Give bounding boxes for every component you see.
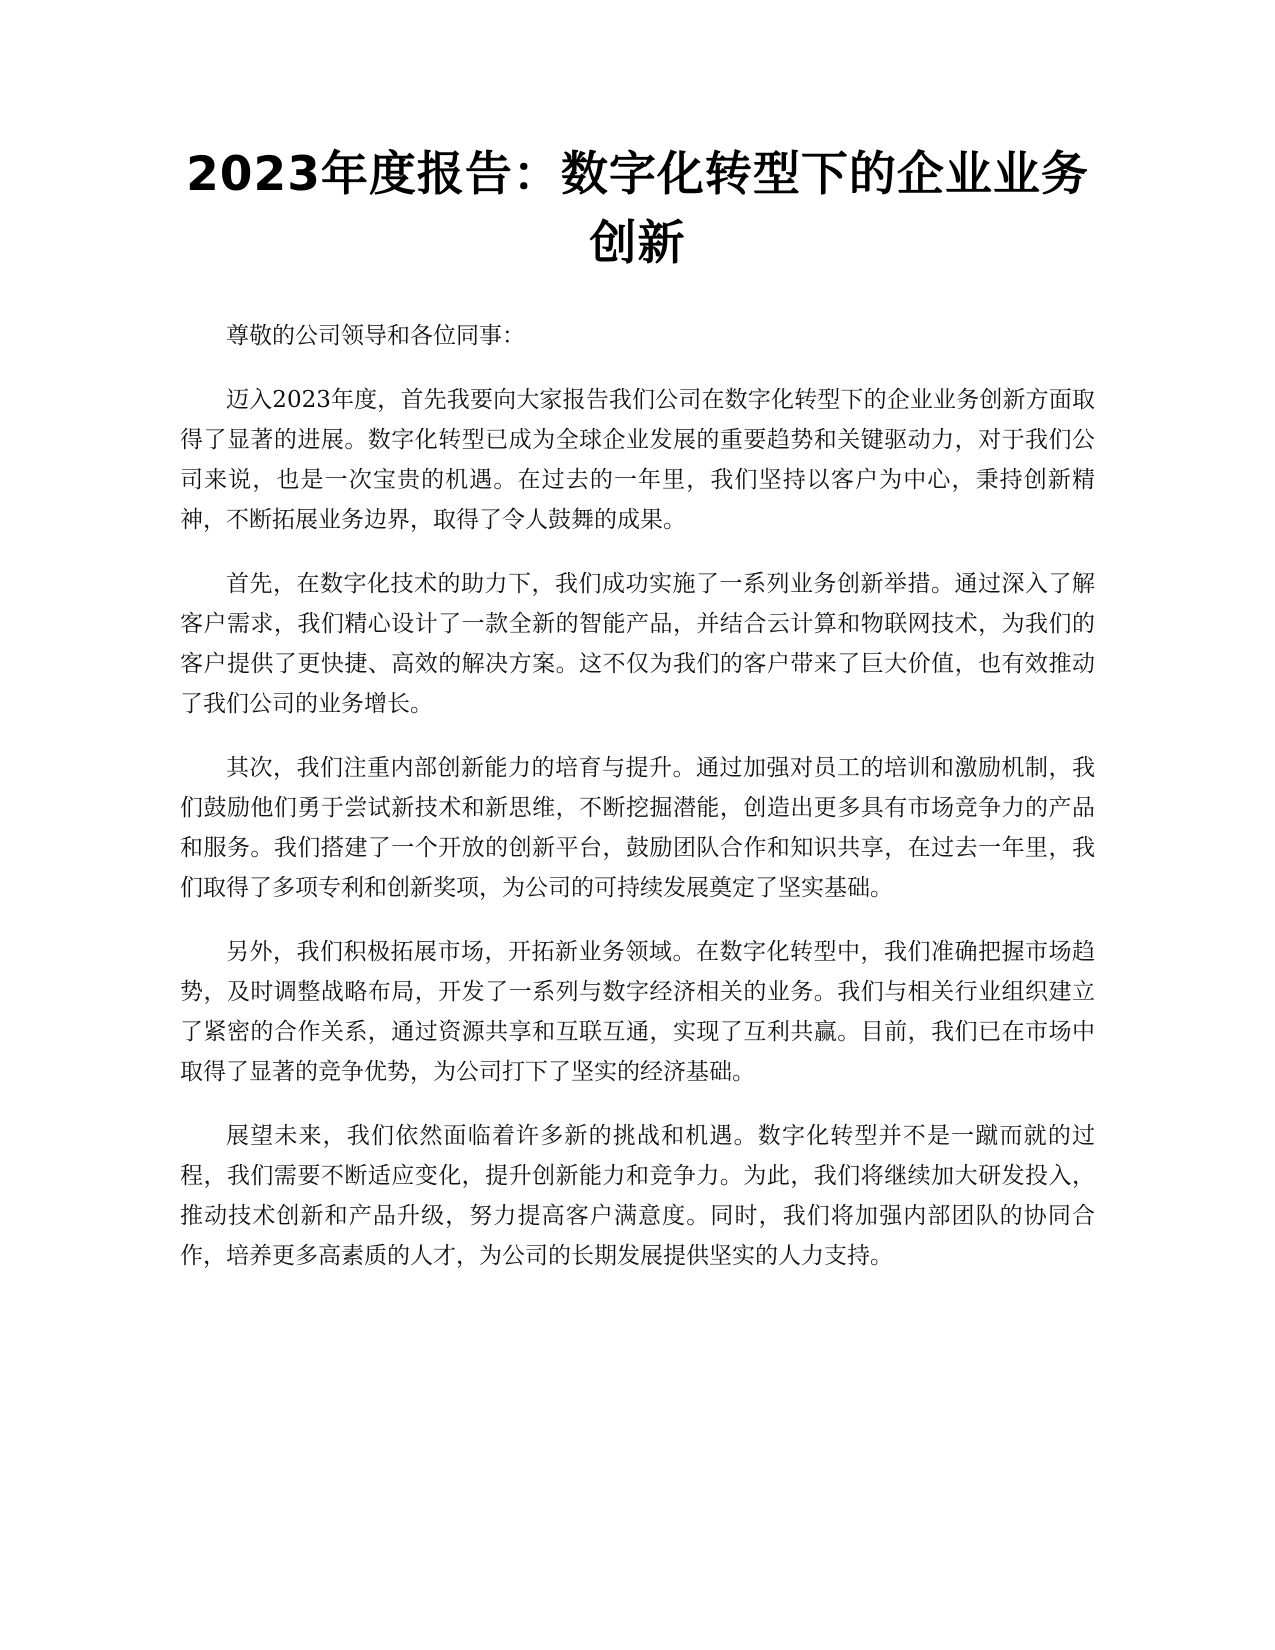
document-title: 2023年度报告：数字化转型下的企业业务创新 (186, 147, 1089, 271)
document-body (180, 316, 1095, 1300)
body-paragraph-4: 另外，我们积极拓展市场，开拓新业务领域。在数字化转型中，我们准确把握市场趋势，及时调整战略布局，开发了一系列与数字经济相关的业务。我们与相关行业组织建立了紧密的合作关系，通过资源共享和互联互通，实现了互利共赢。目前，我们已在市场中取得了显著的竞争优势，为公司打下了坚实的经济基础。 (180, 939, 1095, 1085)
body-paragraph-3: 其次，我们注重内部创新能力的培育与提升。通过加强对员工的培训和激励机制，我们鼓励他们勇于尝试新技术和新思维，不断挖掘潜能，创造出更多具有市场竞争力的产品和服务。我们搭建了一个开放的创新平台，鼓励团队合作和知识共享，在过去一年里，我们取得了多项专利和创新奖项，为公司的可持续发展奠定了坚实基础。 (180, 755, 1095, 901)
salutation: 尊敬的公司领导和各位同事： (226, 323, 525, 349)
body-paragraph-5: 展望未来，我们依然面临着许多新的挑战和机遇。数字化转型并不是一蹴而就的过程，我们需要不断适应变化，提升创新能力和竞争力。为此，我们将继续加大研发投入，推动技术创新和产品升级，努力提高客户满意度。同时，我们将加强内部团队的协同合作，培养更多高素质的人才，为公司的长期发展提供坚实的人力支持。 (180, 1123, 1095, 1269)
body-paragraph-2: 首先，在数字化技术的助力下，我们成功实施了一系列业务创新举措。通过深入了解客户需求，我们精心设计了一款全新的智能产品，并结合云计算和物联网技术，为我们的客户提供了更快捷、高效的解决方案。这不仅为我们的客户带来了巨大价值，也有效推动了我们公司的业务增长。 (180, 571, 1095, 717)
body-paragraph-1: 迈入2023年度，首先我要向大家报告我们公司在数字化转型下的企业业务创新方面取得了显著的进展。数字化转型已成为全球企业发展的重要趋势和关键驱动力，对于我们公司来说，也是一次宝贵的机遇。在过去的一年里，我们坚持以客户为中心，秉持创新精神，不断拓展业务边界，取得了令人鼓舞的成果。 (180, 387, 1095, 533)
